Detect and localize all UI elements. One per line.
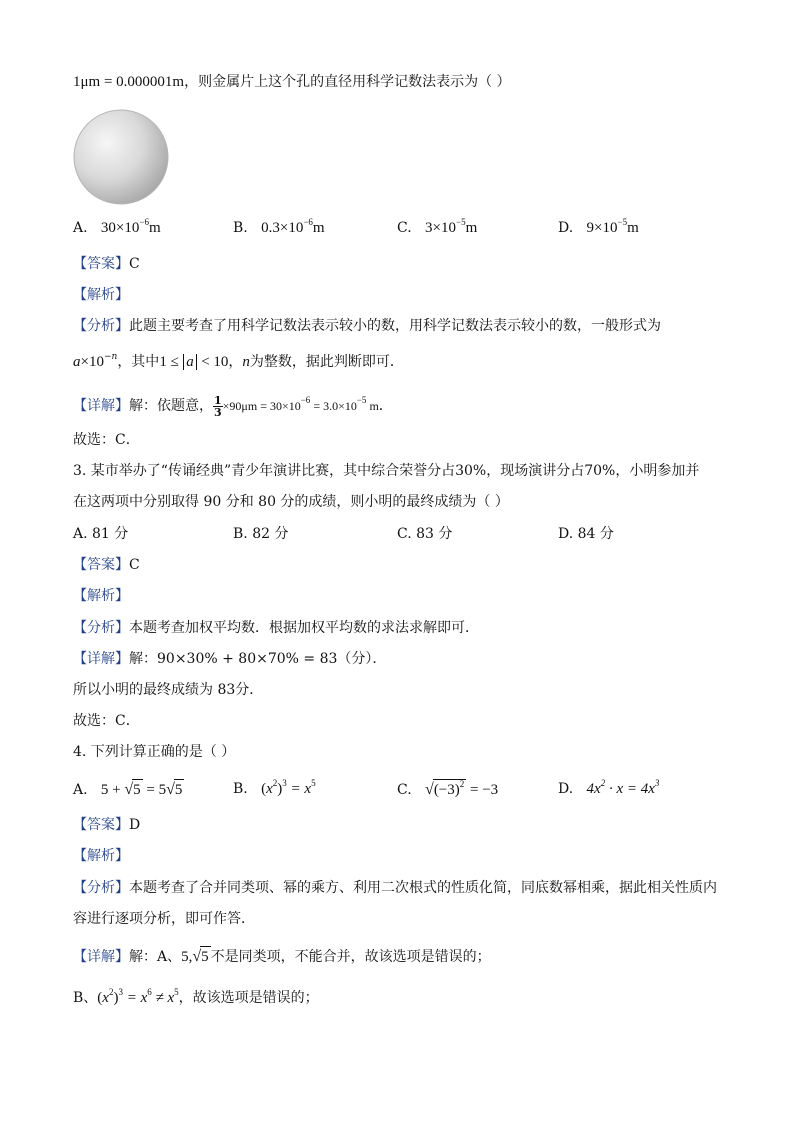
- q2-stem: [73, 72, 511, 92]
- q4-analysis-heading: 【解析】: [73, 848, 129, 864]
- q2-option-a: A. $30\times 10^{-6}m$: [73, 217, 161, 236]
- q2-detail: 【详解】解：依题意， $\frac{1}{3}$ $\times 90\mu m = 30\times 10^{-6} = 3.0\times 10^{-5}$ m．: [73, 393, 393, 419]
- q3-option-d: D. 84 分: [558, 526, 614, 542]
- q3-stem-line2: 在这两项中分别取得 90 分和 80 分的成绩，则小明的最终成绩为（ ）: [73, 494, 509, 510]
- q2-stem-text: ，则金属片上这个孔的直径用科学记数法表示为（ ）: [184, 74, 511, 90]
- q3-answer: 【答案】C: [73, 557, 140, 573]
- q3-detail: 【详解】解：90×30% + 80×70% = 83（分）．: [73, 651, 387, 667]
- q4-option-a: A. 5 + √5 = 5√5: [73, 781, 183, 798]
- q4-option-d: D. $4x^2 \cdot x = 4x^3$: [558, 778, 660, 797]
- q3-stem-line1: 3. 某市举办了“传诵经典”青少年演讲比赛，其中综合荣誉分占30%，现场演讲分占70%，小明参加并: [73, 463, 700, 479]
- q4-stem: 4. 下列计算正确的是（ ）: [73, 744, 236, 760]
- q3-conclusion: 所以小明的最终成绩为 83分．: [73, 682, 264, 698]
- q2-option-d: D. $9\times 10^{-5}m$: [558, 217, 639, 236]
- q4-fenxi-line2: 容进行逐项分析，即可作答．: [73, 911, 255, 927]
- q3-option-c: C. 83 分: [397, 526, 453, 542]
- q3-fenxi: 【分析】本题考查加权平均数．根据加权平均数的求法求解即可．: [73, 620, 479, 636]
- metal-disc-image: [72, 108, 170, 206]
- q3-option-b: B. 82 分: [233, 526, 289, 542]
- q2-option-b-value: $0.3\times 10^{-6}m$: [261, 217, 325, 236]
- q4-detail-a: 【详解】解：A、5,√5 不是同类项，不能合并，故该选项是错误的；: [73, 948, 491, 965]
- q4-option-c: C. $√(-3)^2 = -3$: [397, 779, 499, 798]
- q3-choose: 故选：C．: [73, 713, 140, 729]
- q2-option-b: B. $0.3\times 10^{-6}m$: [233, 217, 325, 236]
- q2-stem-math: 1μm = 0.000001m: [73, 74, 185, 90]
- q2-option-d-value: $9\times 10^{-5}m$: [586, 217, 639, 236]
- q2-fenxi-formula: $a\times 10^{-n}$，其中1 ≤ a < 10，n为整数，据此判断即可．: [73, 352, 404, 370]
- q2-option-c-value: $3\times 10^{-5}m$: [425, 217, 478, 236]
- q2-fenxi: 【分析】此题主要考查了用科学记数法表示较小的数，用科学记数法表示较小的数，一般形式为: [73, 318, 661, 334]
- q4-fenxi-line1: 【分析】本题考查了合并同类项、幂的乘方、利用二次根式的性质化简，同底数幂相乘，据此相关性质内: [73, 880, 717, 896]
- q3-option-a: A. 81 分: [73, 526, 129, 542]
- q2-analysis-heading: 【解析】: [73, 287, 129, 303]
- q4-answer: 【答案】D: [73, 817, 141, 833]
- q3-analysis-heading: 【解析】: [73, 588, 129, 604]
- q2-choose: 故选：C．: [73, 432, 140, 448]
- q2-answer: 【答案】C: [73, 256, 140, 272]
- q2-option-c: C. $3\times 10^{-5}m$: [397, 217, 478, 236]
- q4-option-b: B. $(x^2)^3 = x^5$: [233, 778, 316, 797]
- q4-detail-b: B、$(x^2)^3 = x^6 \ne x^5$，故该选项是错误的；: [73, 987, 319, 1006]
- q2-option-a-value: $30\times 10^{-6}m$: [100, 217, 161, 236]
- fraction-one-third: $\frac{1}{3}$: [214, 393, 222, 419]
